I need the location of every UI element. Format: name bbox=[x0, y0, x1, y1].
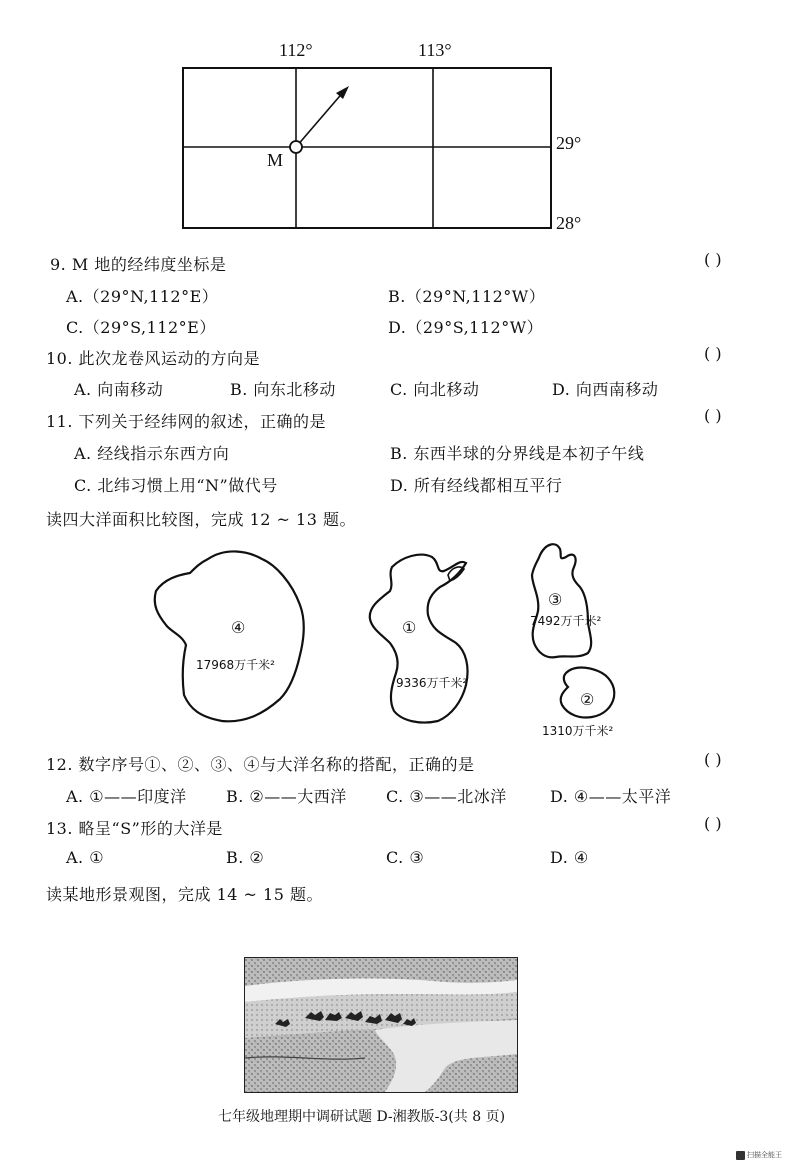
question-9-option-b[interactable]: B.（29°N,112°W） bbox=[388, 287, 546, 306]
question-10-option-c[interactable]: C. 向北移动 bbox=[390, 380, 480, 399]
question-11-option-b[interactable]: B. 东西半球的分界线是本初子午线 bbox=[390, 444, 645, 463]
question-9-stem: 9. M 地的经纬度坐标是 bbox=[50, 255, 227, 274]
question-12-option-a[interactable]: A. ①——印度洋 bbox=[66, 787, 187, 806]
question-13-answer-blank[interactable]: ( ) bbox=[704, 814, 722, 833]
question-12-option-c[interactable]: C. ③——北冰洋 bbox=[386, 787, 507, 806]
question-11-stem: 11. 下列关于经纬网的叙述，正确的是 bbox=[46, 412, 327, 431]
ocean-section-intro: 读四大洋面积比较图，完成 12 ~ 13 题。 bbox=[46, 510, 356, 529]
scanner-watermark-text: 扫描全能王 bbox=[747, 1151, 782, 1159]
grid-map-svg bbox=[150, 35, 610, 245]
question-12-stem: 12. 数字序号①、②、③、④与大洋名称的搭配，正确的是 bbox=[46, 755, 475, 774]
ocean-3-number: ③ bbox=[548, 590, 563, 609]
question-11-option-d[interactable]: D. 所有经线都相互平行 bbox=[390, 476, 563, 495]
question-9-option-d[interactable]: D.（29°S,112°W） bbox=[388, 318, 544, 337]
question-10-stem: 10. 此次龙卷风运动的方向是 bbox=[46, 349, 261, 368]
scanner-watermark bbox=[736, 1150, 782, 1160]
question-11-option-a[interactable]: A. 经线指示东西方向 bbox=[74, 444, 230, 463]
ocean-4-number: ④ bbox=[231, 618, 246, 637]
lat-label-28: 28° bbox=[556, 213, 582, 233]
question-12-option-b[interactable]: B. ②——大西洋 bbox=[226, 787, 347, 806]
ocean-1-area: 9336万千米² bbox=[396, 676, 468, 690]
question-13-option-a[interactable]: A. ① bbox=[66, 848, 105, 867]
ocean-4-outline bbox=[155, 551, 304, 721]
question-9-option-a[interactable]: A.（29°N,112°E） bbox=[66, 287, 219, 306]
landform-photo-svg bbox=[245, 958, 517, 1092]
question-11-answer-blank[interactable]: ( ) bbox=[704, 406, 722, 425]
question-12-option-d[interactable]: D. ④——太平洋 bbox=[550, 787, 672, 806]
ocean-2-number: ② bbox=[580, 690, 595, 709]
tornado-path-arrow bbox=[296, 90, 345, 147]
lon-label-113: 113° bbox=[418, 40, 452, 60]
question-10-option-d[interactable]: D. 向西南移动 bbox=[552, 380, 659, 399]
question-10-option-b[interactable]: B. 向东北移动 bbox=[230, 380, 336, 399]
landform-photo bbox=[244, 957, 518, 1093]
question-12-answer-blank[interactable]: ( ) bbox=[704, 750, 722, 769]
ocean-4-area: 17968万千米² bbox=[196, 658, 275, 672]
question-13-option-d[interactable]: D. ④ bbox=[550, 848, 589, 867]
question-9-answer-blank[interactable]: ( ) bbox=[704, 250, 722, 269]
question-10-answer-blank[interactable]: ( ) bbox=[704, 344, 722, 363]
question-13-option-c[interactable]: C. ③ bbox=[386, 848, 425, 867]
question-10-option-a[interactable]: A. 向南移动 bbox=[74, 380, 164, 399]
grid-border bbox=[183, 68, 551, 228]
ocean-comparison-figure bbox=[0, 535, 794, 755]
lon-label-112: 112° bbox=[279, 40, 313, 60]
question-11-option-c[interactable]: C. 北纬习惯上用“N”做代号 bbox=[74, 476, 278, 495]
ocean-1-number: ① bbox=[402, 618, 417, 637]
page-footer: 七年级地理期中调研试题 D-湘教版-3(共 8 页) bbox=[218, 1109, 506, 1125]
ocean-3-area: 7492万千米² bbox=[530, 614, 602, 628]
grid-map bbox=[150, 35, 610, 245]
point-m-label: M bbox=[267, 150, 284, 170]
landform-section-intro: 读某地形景观图，完成 14 ~ 15 题。 bbox=[46, 885, 323, 904]
lat-label-29: 29° bbox=[556, 133, 582, 153]
question-13-stem: 13. 略呈“S”形的大洋是 bbox=[46, 819, 223, 838]
question-9-option-c[interactable]: C.（29°S,112°E） bbox=[66, 318, 216, 337]
question-13-option-b[interactable]: B. ② bbox=[226, 848, 265, 867]
point-m-marker bbox=[290, 141, 302, 153]
scanner-logo-icon bbox=[736, 1151, 745, 1160]
ocean-2-area: 1310万千米² bbox=[542, 724, 614, 738]
